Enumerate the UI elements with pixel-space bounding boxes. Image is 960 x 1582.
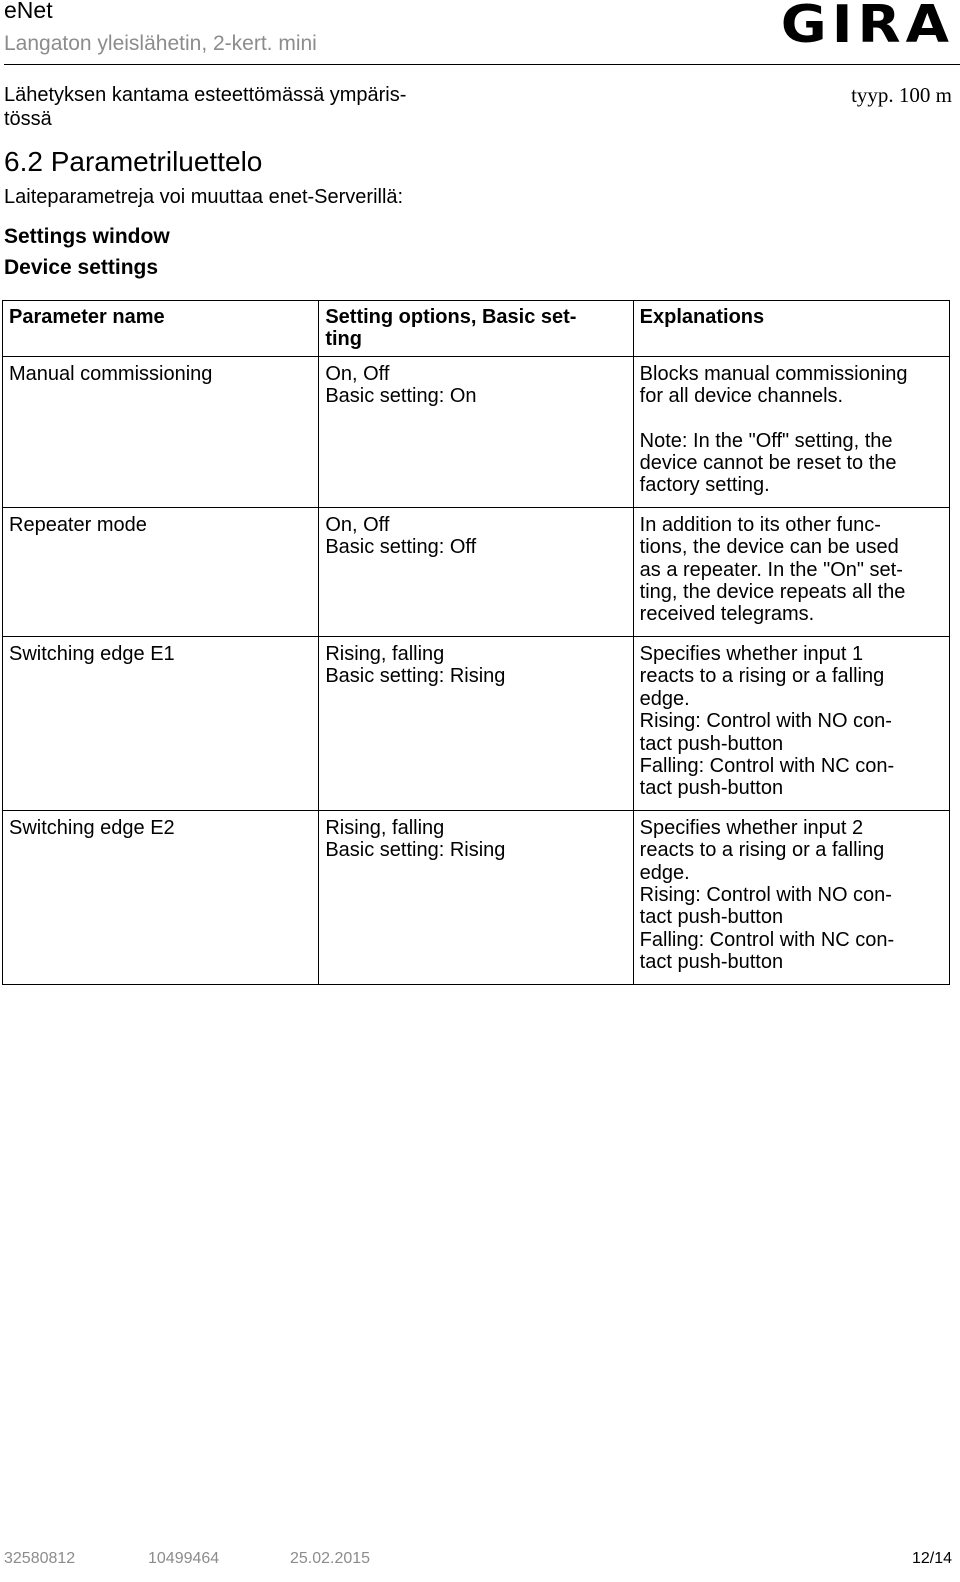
setting-options-values: Rising, falling <box>325 642 445 665</box>
column-header-setting-options: Setting options, Basic set- ting <box>319 301 633 357</box>
setting-options-values: On, Off <box>325 513 390 536</box>
footer-date: 25.02.2015 <box>290 1550 371 1567</box>
table-row <box>3 356 950 507</box>
setting-options-cell <box>319 356 633 507</box>
product-name: eNet <box>4 0 53 23</box>
footer-order-number: 32580812 <box>4 1550 76 1567</box>
setting-options-cell <box>319 810 633 984</box>
parameter-name-cell: Switching edge E1 <box>3 636 319 810</box>
product-subtitle: Langaton yleislähetin, 2-kert. mini <box>4 32 317 55</box>
column-header-parameter-name: Parameter name <box>3 301 319 357</box>
explanation-text: In addition to its other func- tions, the device can be used as a repeater. In the "On" set- ting, the device repeats all the received telegrams. <box>639 513 906 626</box>
basic-setting-value: Basic setting: Rising <box>325 839 506 862</box>
setting-options-values: Rising, falling <box>325 816 445 839</box>
basic-setting-value: Basic setting: Off <box>325 536 477 559</box>
header-divider <box>4 64 960 65</box>
footer-document-number: 10499464 <box>148 1550 220 1567</box>
explanation-cell <box>633 356 949 507</box>
section-title: 6.2 Parametriluettelo <box>4 146 263 177</box>
explanation-note: Note: In the "Off" setting, the device cannot be reset to the factory setting. <box>639 429 897 497</box>
parameter-name-cell: Repeater mode <box>3 507 319 636</box>
explanation-cell <box>633 810 949 984</box>
setting-options-values: On, Off <box>325 362 390 385</box>
gira-logo: GIRA <box>780 0 954 56</box>
table-row <box>3 810 950 984</box>
setting-options-cell <box>319 507 633 636</box>
footer-page-number: 12/14 <box>911 1550 952 1567</box>
table-row <box>3 507 950 636</box>
explanation-text: Specifies whether input 1 reacts to a rising or a falling edge. Rising: Control with NO con- tact push-button Falling: Control with NC con- tact push-button <box>639 642 895 800</box>
range-label: Lähetyksen kantama esteettömässä ympäris- tössä <box>4 84 407 130</box>
setting-options-cell <box>319 636 633 810</box>
column-header-explanations: Explanations <box>633 301 949 357</box>
parameter-name-cell: Switching edge E2 <box>3 810 319 984</box>
explanation-cell <box>633 507 949 636</box>
settings-window-heading: Settings window <box>4 225 170 248</box>
table-header-row <box>3 301 950 357</box>
intro-text: Laiteparametreja voi muuttaa enet-Serverillä: <box>4 186 404 208</box>
explanation-text: Blocks manual commissioning for all device channels. <box>639 362 908 408</box>
explanation-text: Specifies whether input 2 reacts to a rising or a falling edge. Rising: Control with NO con- tact push-button Falling: Control with NC con- tact push-button <box>639 816 895 974</box>
explanation-cell <box>633 636 949 810</box>
parameter-table <box>2 300 950 985</box>
range-value: tyyp. 100 m <box>851 83 952 107</box>
basic-setting-value: Basic setting: On <box>325 385 477 408</box>
device-settings-heading: Device settings <box>4 256 159 279</box>
table-row <box>3 636 950 810</box>
basic-setting-value: Basic setting: Rising <box>325 665 506 688</box>
parameter-name-cell: Manual commissioning <box>3 356 319 507</box>
